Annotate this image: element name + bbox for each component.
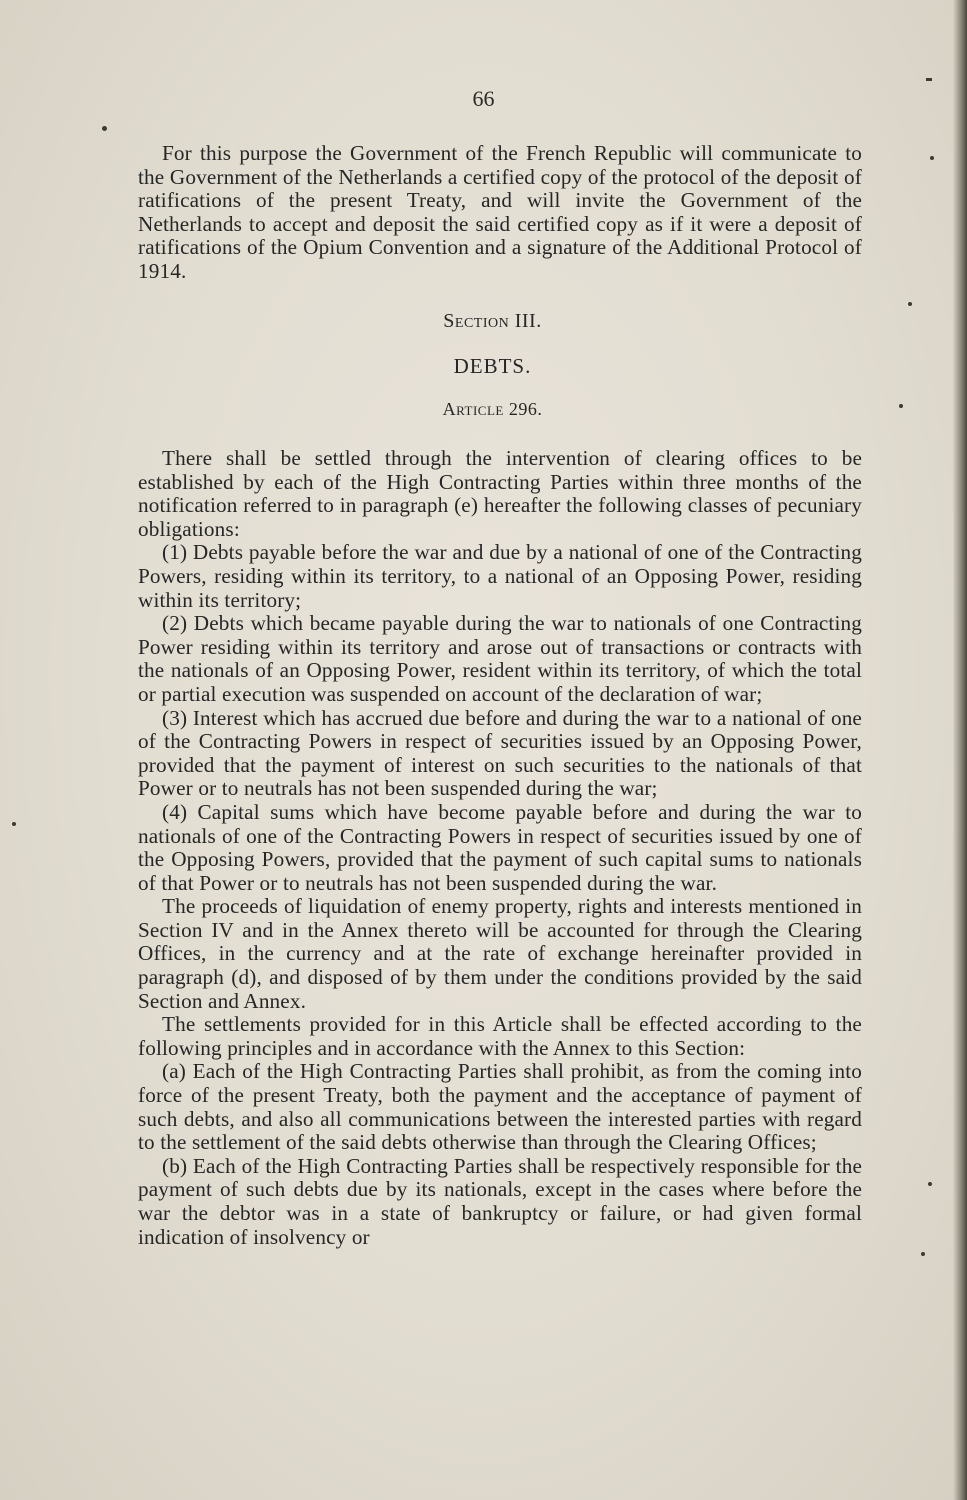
scan-speck bbox=[908, 302, 912, 306]
scan-speck bbox=[102, 126, 107, 131]
page-number: 66 bbox=[472, 86, 495, 111]
article-body bbox=[138, 447, 862, 1249]
intro-block bbox=[138, 142, 862, 284]
scan-speck bbox=[930, 156, 934, 160]
section-title: DEBTS. bbox=[453, 354, 532, 378]
page-edge-shadow bbox=[953, 0, 967, 1500]
article-heading: Article 296. bbox=[442, 399, 543, 419]
paragraph-item-b: (b) Each of the High Contracting Parties shall be respectively responsible for the payment of such debts due by its nationals, except in the cases where before the war the debtor was in a state of bankruptcy or failure, or had given formal indication of insolvency or bbox=[138, 1153, 862, 1249]
paragraph-intro: There shall be settled through the intervention of clearing offices to be established by each of the High Contracting Parties within three months of the notification referred to in paragraph (e) hereafter the following classes of pecuniary obligations: bbox=[138, 446, 862, 541]
paragraph-item-4: (4) Capital sums which have become payable before and during the war to nationals of one of the Contracting Powers in respect of securities issued by one of the Opposing Powers, provided that the payment of such capital sums to nationals of that Power or to neutrals has not been suspended during the war. bbox=[138, 799, 862, 895]
scan-speck bbox=[12, 822, 16, 826]
paragraph-settlements: The settlements provided for in this Article shall be effected according to the following principles and in accordance with the Annex to this Section: bbox=[138, 1012, 862, 1060]
section-heading: Section III. bbox=[443, 310, 542, 332]
scan-speck bbox=[921, 1252, 925, 1256]
paragraph-item-3: (3) Interest which has accrued due before and during the war to a national of one of the Contracting Powers in respect of securities issued by an Opposing Power, provided that the payment of interest on such securities to the nationals of that Power or to neutrals has not been suspended during the war; bbox=[138, 705, 862, 801]
intro-paragraph: For this purpose the Government of the French Republic will communicate to the Government of the Netherlands a certified copy of the protocol of the deposit of ratifications of the present Treaty, and will invite the Government of the Netherlands to accept and deposit the said certified copy as if it were a deposit of ratifications of the Opium Convention and a signature of the Additional Protocol of 1914. bbox=[138, 141, 862, 283]
scan-speck bbox=[928, 1182, 932, 1186]
paragraph-item-2: (2) Debts which became payable during the war to nationals of one Contracting Power residing within its territory and arose out of transactions or contracts with the nationals of an Opposing Power, resident within its territory, of which the total or partial execution was suspended on account of the declaration of war; bbox=[138, 611, 862, 706]
scan-speck bbox=[926, 78, 932, 81]
paragraph-item-a: (a) Each of the High Contracting Parties shall prohibit, as from the coming into force of the present Treaty, both the payment and the acceptance of payment of such debts, and also all communications between the interested parties with regard to the settlement of the said debts otherwise than through the Clearing Offices; bbox=[138, 1059, 862, 1155]
paragraph-proceeds: The proceeds of liquidation of enemy property, rights and interests mentioned in Section IV and in the Annex thereto will be accounted for through the Clearing Offices, in the currency and at the rate of exchange hereinafter provided in paragraph (d), and disposed of by them under the conditions provided by the said Section and Annex. bbox=[138, 894, 862, 1013]
paragraph-item-1: (1) Debts payable before the war and due by a national of one of the Contracting Powers, residing within its territory, to a national of an Opposing Power, residing within its territory; bbox=[138, 540, 862, 612]
